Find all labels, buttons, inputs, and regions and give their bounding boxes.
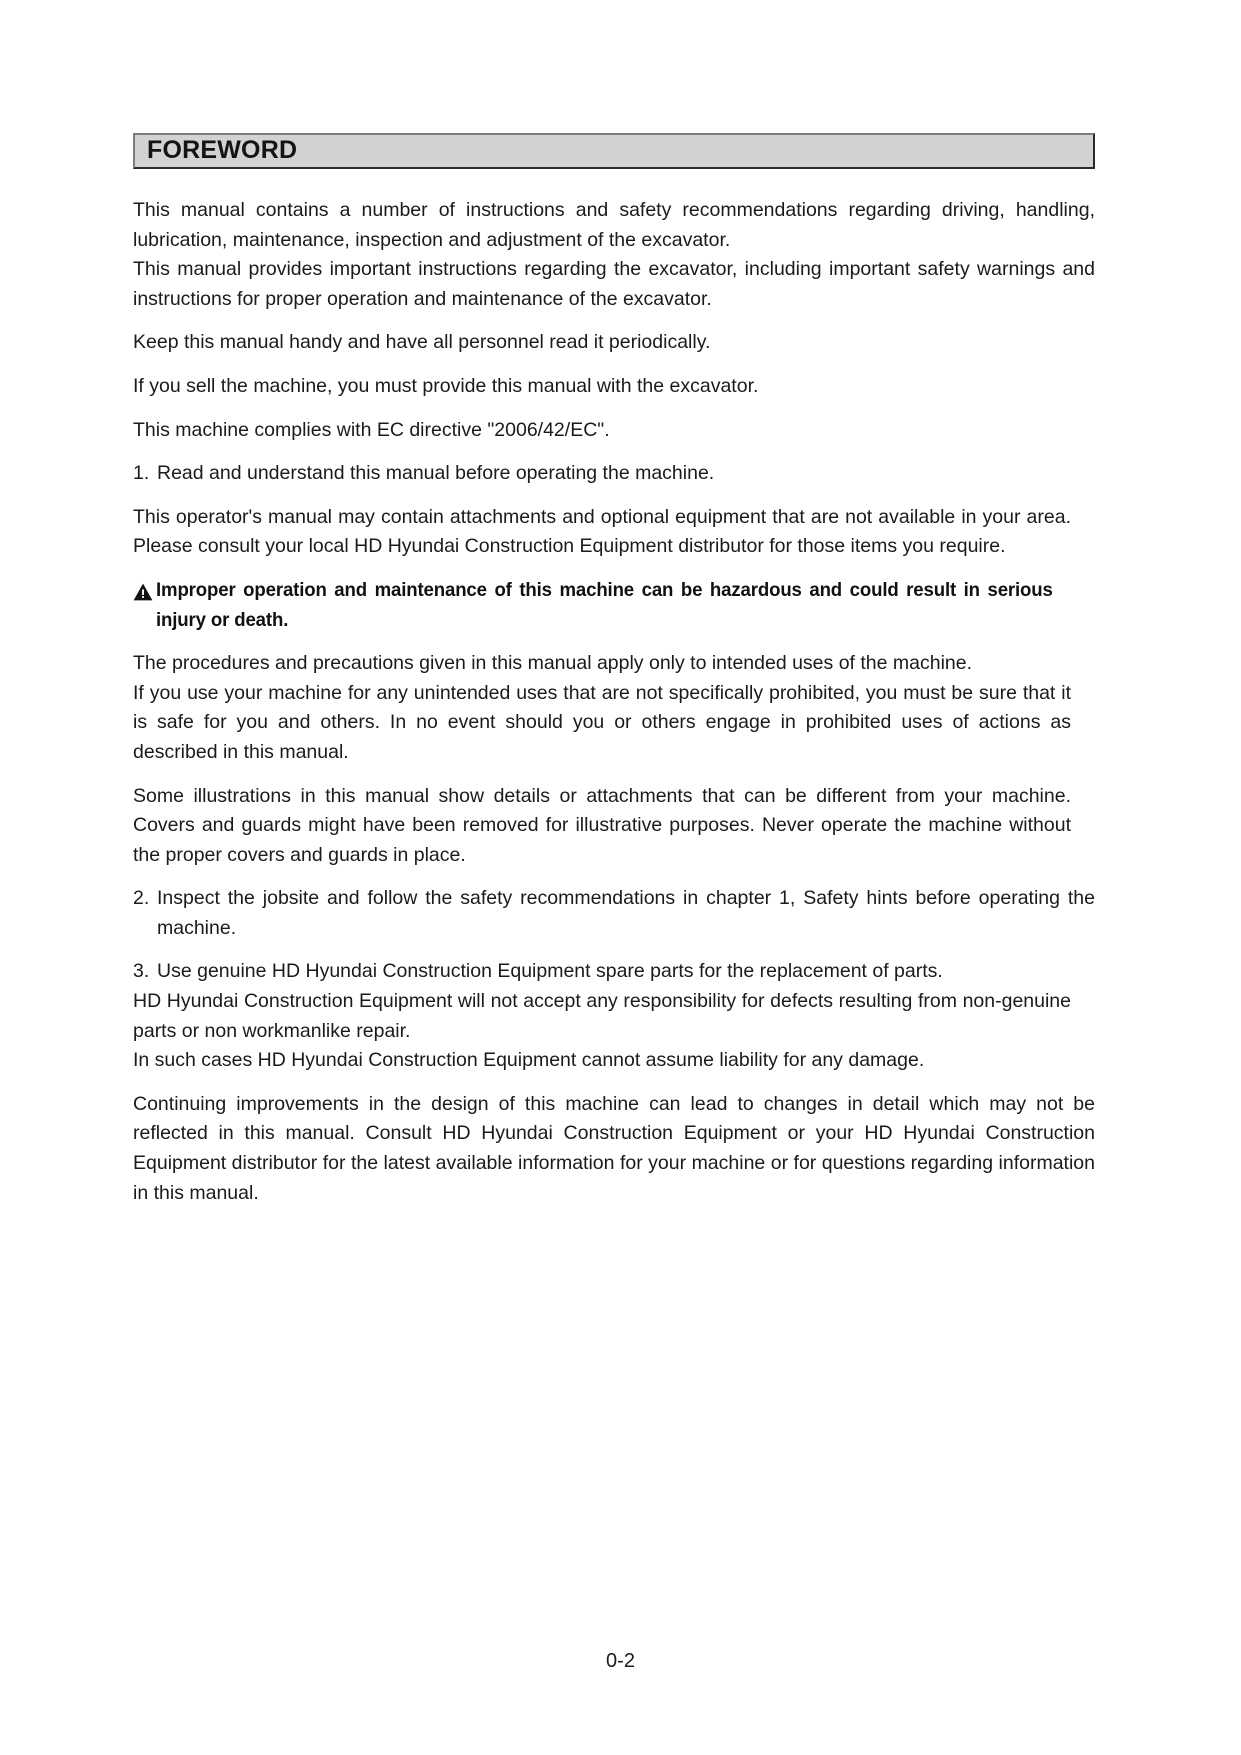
warning-triangle-icon [133, 583, 156, 601]
numbered-item-2-marker: 2. [133, 887, 150, 910]
warning-statement [133, 576, 1095, 635]
paragraph-unintended-uses: If you use your machine for any unintended uses that are not specifically prohibited, you must be sure that it is safe for you and others. In no event should you or others engage in prohibited uses of actions as described in this manual. [133, 681, 1071, 763]
numbered-item-3 [133, 957, 1095, 987]
spacer [133, 870, 1095, 884]
page-title: FOREWORD [147, 135, 298, 164]
numbered-item-2 [133, 884, 1095, 943]
numbered-item-1 [133, 459, 1095, 489]
numbered-item-1-text: Read and understand this manual before operating the machine. [157, 462, 715, 485]
spacer [133, 358, 1095, 372]
spacer [133, 943, 1095, 957]
numbered-item-2-text: Inspect the jobsite and follow the safety recommendations in chapter 1, Safety hints before operating the machine. [157, 887, 1095, 939]
paragraph-intro-1: This manual contains a number of instructions and safety recommendations regarding driving, handling, lubrication, maintenance, inspection and adjustment of the excavator. [133, 199, 1095, 251]
document-body [133, 196, 1095, 1208]
warning-text: Improper operation and maintenance of this machine can be hazardous and could result in serious injury or death. [156, 578, 1053, 631]
paragraph-procedures: The procedures and precautions given in this manual apply only to intended uses of the machine. [133, 652, 973, 675]
paragraph-sell-machine: If you sell the machine, you must provide this manual with the excavator. [133, 374, 759, 397]
paragraph-keep-handy: Keep this manual handy and have all personnel read it periodically. [133, 331, 711, 354]
paragraph-illustrations: Some illustrations in this manual show details or attachments that can be different from your machine. Covers and guards might have been removed for illustrative purposes. Never operate the machine without the proper covers and guards in place. [133, 784, 1071, 866]
paragraph-operators-manual: This operator's manual may contain attachments and optional equipment that are not available in your area. Please consult your local HD Hyundai Construction Equipment distributor for those items you require. [133, 505, 1071, 558]
spacer [133, 562, 1095, 576]
spacer [133, 768, 1095, 782]
page-number: 0-2 [606, 1650, 635, 1672]
paragraph-closing: Continuing improvements in the design of this machine can lead to changes in detail which may not be reflected in this manual. Consult HD Hyundai Construction Equipment or your HD Hyundai Construction Equipment distributor for the latest available information for your machine or for questions regarding information in this manual. [133, 1092, 1095, 1204]
spacer [133, 635, 1095, 649]
spacer [133, 402, 1095, 416]
numbered-item-3-text: Use genuine HD Hyundai Construction Equipment spare parts for the replacement of parts. [157, 960, 943, 983]
section-header-bar [133, 133, 1095, 169]
paragraph-intro-2: This manual provides important instructions regarding the excavator, including important safety warnings and instructions for proper operation and maintenance of the excavator. [133, 258, 1095, 310]
numbered-item-1-marker: 1. [133, 462, 150, 485]
numbered-item-3-marker: 3. [133, 960, 150, 983]
spacer [133, 445, 1095, 459]
paragraph-ec-directive: This machine complies with EC directive "2006/42/EC". [133, 418, 610, 441]
spacer [133, 314, 1095, 328]
paragraph-item-3-line-2: HD Hyundai Construction Equipment will not accept any responsibility for defects resulting from non-genuine parts or non workmanlike repair. [133, 990, 1071, 1042]
spacer [133, 1076, 1095, 1090]
spacer [133, 489, 1095, 503]
paragraph-item-3-line-3: In such cases HD Hyundai Construction Equipment cannot assume liability for any damage. [133, 1049, 925, 1072]
